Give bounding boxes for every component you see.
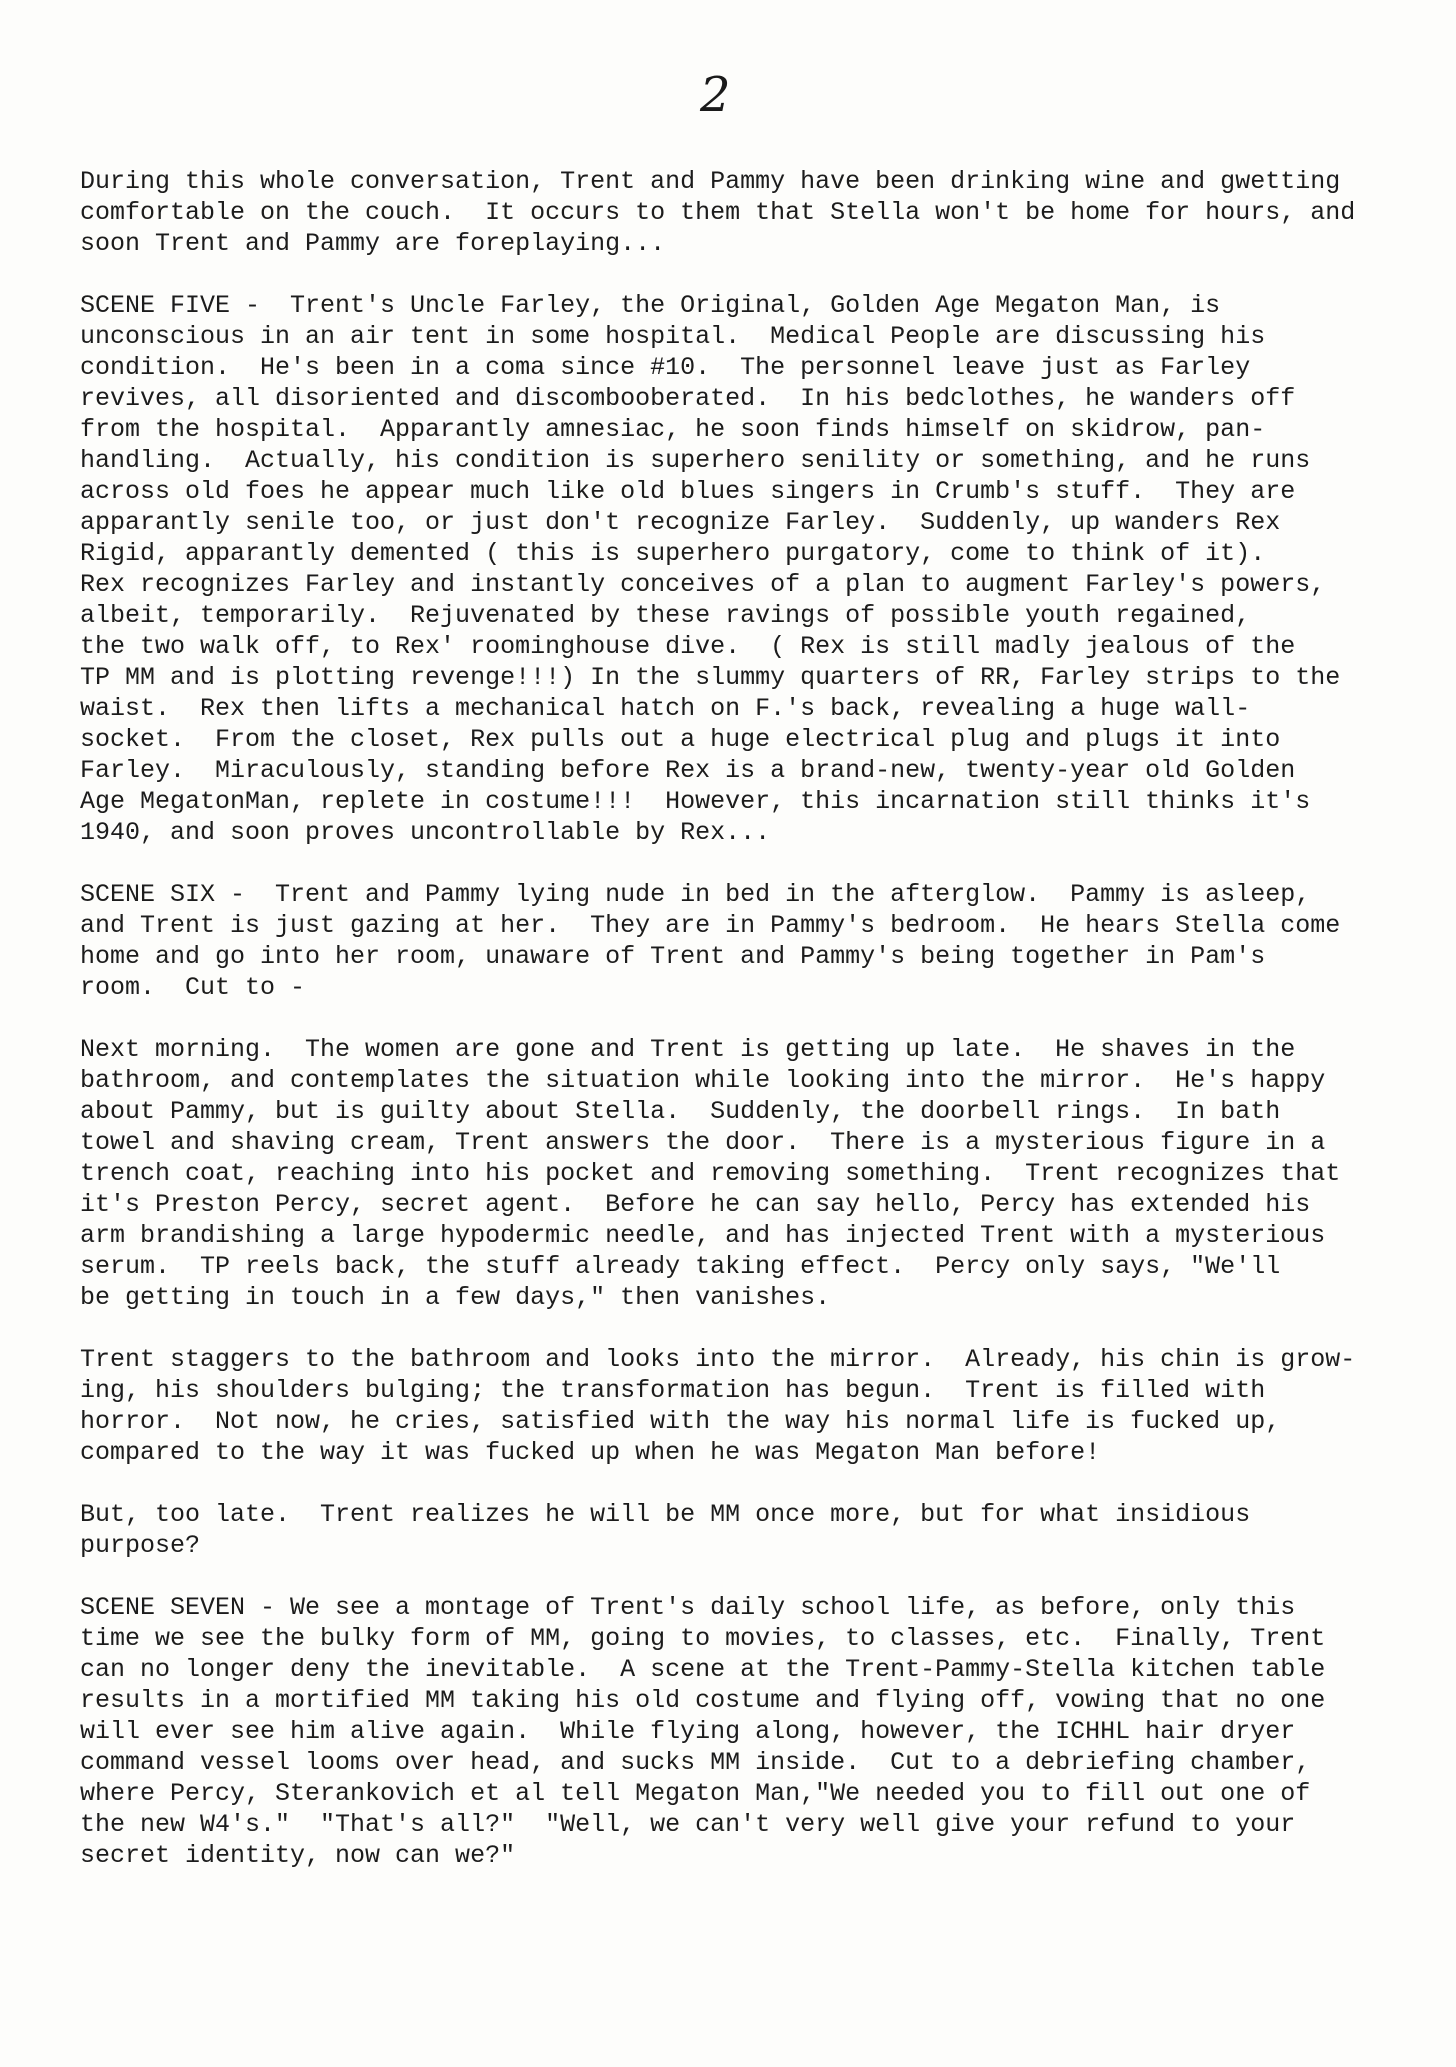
- paragraph: [80, 1592, 1410, 1871]
- paragraph: [80, 290, 1410, 848]
- text-line: 1940, and soon proves uncontrollable by Rex...: [80, 818, 771, 847]
- text-line: But, too late. Trent realizes he will be MM once more, but for what insidious: [80, 1500, 1251, 1529]
- text-line: During this whole conversation, Trent and Pammy have been drinking wine and gwetting: [80, 167, 1341, 196]
- text-line: will ever see him alive again. While flying along, however, the ICHHL hair dryer: [80, 1717, 1296, 1746]
- text-line: results in a mortified MM taking his old costume and flying off, vowing that no one: [80, 1686, 1326, 1715]
- text-line: waist. Rex then lifts a mechanical hatch on F.'s back, revealing a huge wall-: [80, 694, 1251, 723]
- text-line: revives, all disoriented and discombooberated. In his bedclothes, he wanders off: [80, 384, 1296, 413]
- text-line: comfortable on the couch. It occurs to them that Stella won't be home for hours, and: [80, 198, 1356, 227]
- text-line: serum. TP reels back, the stuff already taking effect. Percy only says, "We'll: [80, 1252, 1281, 1281]
- text-line: be getting in touch in a few days," then vanishes.: [80, 1283, 831, 1312]
- text-line: home and go into her room, unaware of Trent and Pammy's being together in Pam's: [80, 942, 1266, 971]
- text-line: Rex recognizes Farley and instantly conceives of a plan to augment Farley's powers,: [80, 570, 1326, 599]
- handwritten-page-number: 2: [700, 67, 731, 123]
- text-line: apparantly senile too, or just don't recognize Farley. Suddenly, up wanders Rex: [80, 508, 1281, 537]
- text-line: Age MegatonMan, replete in costume!!! However, this incarnation still thinks it's: [80, 787, 1311, 816]
- paragraph: [80, 1034, 1410, 1313]
- text-line: ing, his shoulders bulging; the transformation has begun. Trent is filled with: [80, 1376, 1266, 1405]
- text-line: SCENE SEVEN - We see a montage of Trent's daily school life, as before, only this: [80, 1593, 1296, 1622]
- text-line: time we see the bulky form of MM, going to movies, to classes, etc. Finally, Trent: [80, 1624, 1326, 1653]
- text-line: arm brandishing a large hypodermic needle, and has injected Trent with a mysterious: [80, 1221, 1326, 1250]
- text-line: unconscious in an air tent in some hospital. Medical People are discussing his: [80, 322, 1266, 351]
- text-line: compared to the way it was fucked up when he was Megaton Man before!: [80, 1438, 1101, 1467]
- text-line: condition. He's been in a coma since #10. The personnel leave just as Farley: [80, 353, 1251, 382]
- text-line: secret identity, now can we?": [80, 1841, 516, 1870]
- text-line: Trent staggers to the bathroom and looks into the mirror. Already, his chin is grow-: [80, 1345, 1356, 1374]
- text-line: horror. Not now, he cries, satisfied with the way his normal life is fucked up,: [80, 1407, 1281, 1436]
- text-line: trench coat, reaching into his pocket and removing something. Trent recognizes that: [80, 1159, 1341, 1188]
- text-line: soon Trent and Pammy are foreplaying...: [80, 229, 666, 258]
- paragraph: [80, 879, 1410, 1003]
- text-line: purpose?: [80, 1531, 201, 1560]
- paragraph: [80, 166, 1410, 259]
- text-line: socket. From the closet, Rex pulls out a huge electrical plug and plugs it into: [80, 725, 1281, 754]
- text-line: the two walk off, to Rex' roominghouse dive. ( Rex is still madly jealous of the: [80, 632, 1296, 661]
- text-line: Farley. Miraculously, standing before Rex is a brand-new, twenty-year old Golden: [80, 756, 1296, 785]
- text-line: about Pammy, but is guilty about Stella. Suddenly, the doorbell rings. In bath: [80, 1097, 1281, 1126]
- text-line: command vessel looms over head, and sucks MM inside. Cut to a debriefing chamber,: [80, 1748, 1311, 1777]
- text-line: where Percy, Sterankovich et al tell Megaton Man,"We needed you to fill out one of: [80, 1779, 1311, 1808]
- text-line: Rigid, apparantly demented ( this is superhero purgatory, come to think of it).: [80, 539, 1266, 568]
- text-line: bathroom, and contemplates the situation while looking into the mirror. He's happy: [80, 1066, 1326, 1095]
- text-line: Next morning. The women are gone and Trent is getting up late. He shaves in the: [80, 1035, 1296, 1064]
- text-line: it's Preston Percy, secret agent. Before he can say hello, Percy has extended his: [80, 1190, 1311, 1219]
- text-line: can no longer deny the inevitable. A scene at the Trent-Pammy-Stella kitchen table: [80, 1655, 1326, 1684]
- text-line: SCENE SIX - Trent and Pammy lying nude in bed in the afterglow. Pammy is asleep,: [80, 880, 1311, 909]
- text-line: across old foes he appear much like old blues singers in Crumb's stuff. They are: [80, 477, 1296, 506]
- paragraph: [80, 1344, 1410, 1468]
- text-line: TP MM and is plotting revenge!!!) In the slummy quarters of RR, Farley strips to the: [80, 663, 1341, 692]
- text-line: SCENE FIVE - Trent's Uncle Farley, the Original, Golden Age Megaton Man, is: [80, 291, 1221, 320]
- text-line: handling. Actually, his condition is superhero senility or something, and he runs: [80, 446, 1311, 475]
- text-line: and Trent is just gazing at her. They are in Pammy's bedroom. He hears Stella come: [80, 911, 1341, 940]
- text-line: albeit, temporarily. Rejuvenated by these ravings of possible youth regained,: [80, 601, 1251, 630]
- typescript-body: [80, 166, 1410, 1902]
- text-line: the new W4's." "That's all?" "Well, we can't very well give your refund to your: [80, 1810, 1296, 1839]
- text-line: from the hospital. Apparantly amnesiac, he soon finds himself on skidrow, pan-: [80, 415, 1266, 444]
- text-line: room. Cut to -: [80, 973, 306, 1002]
- paragraph: [80, 1499, 1410, 1561]
- text-line: towel and shaving cream, Trent answers the door. There is a mysterious figure in a: [80, 1128, 1326, 1157]
